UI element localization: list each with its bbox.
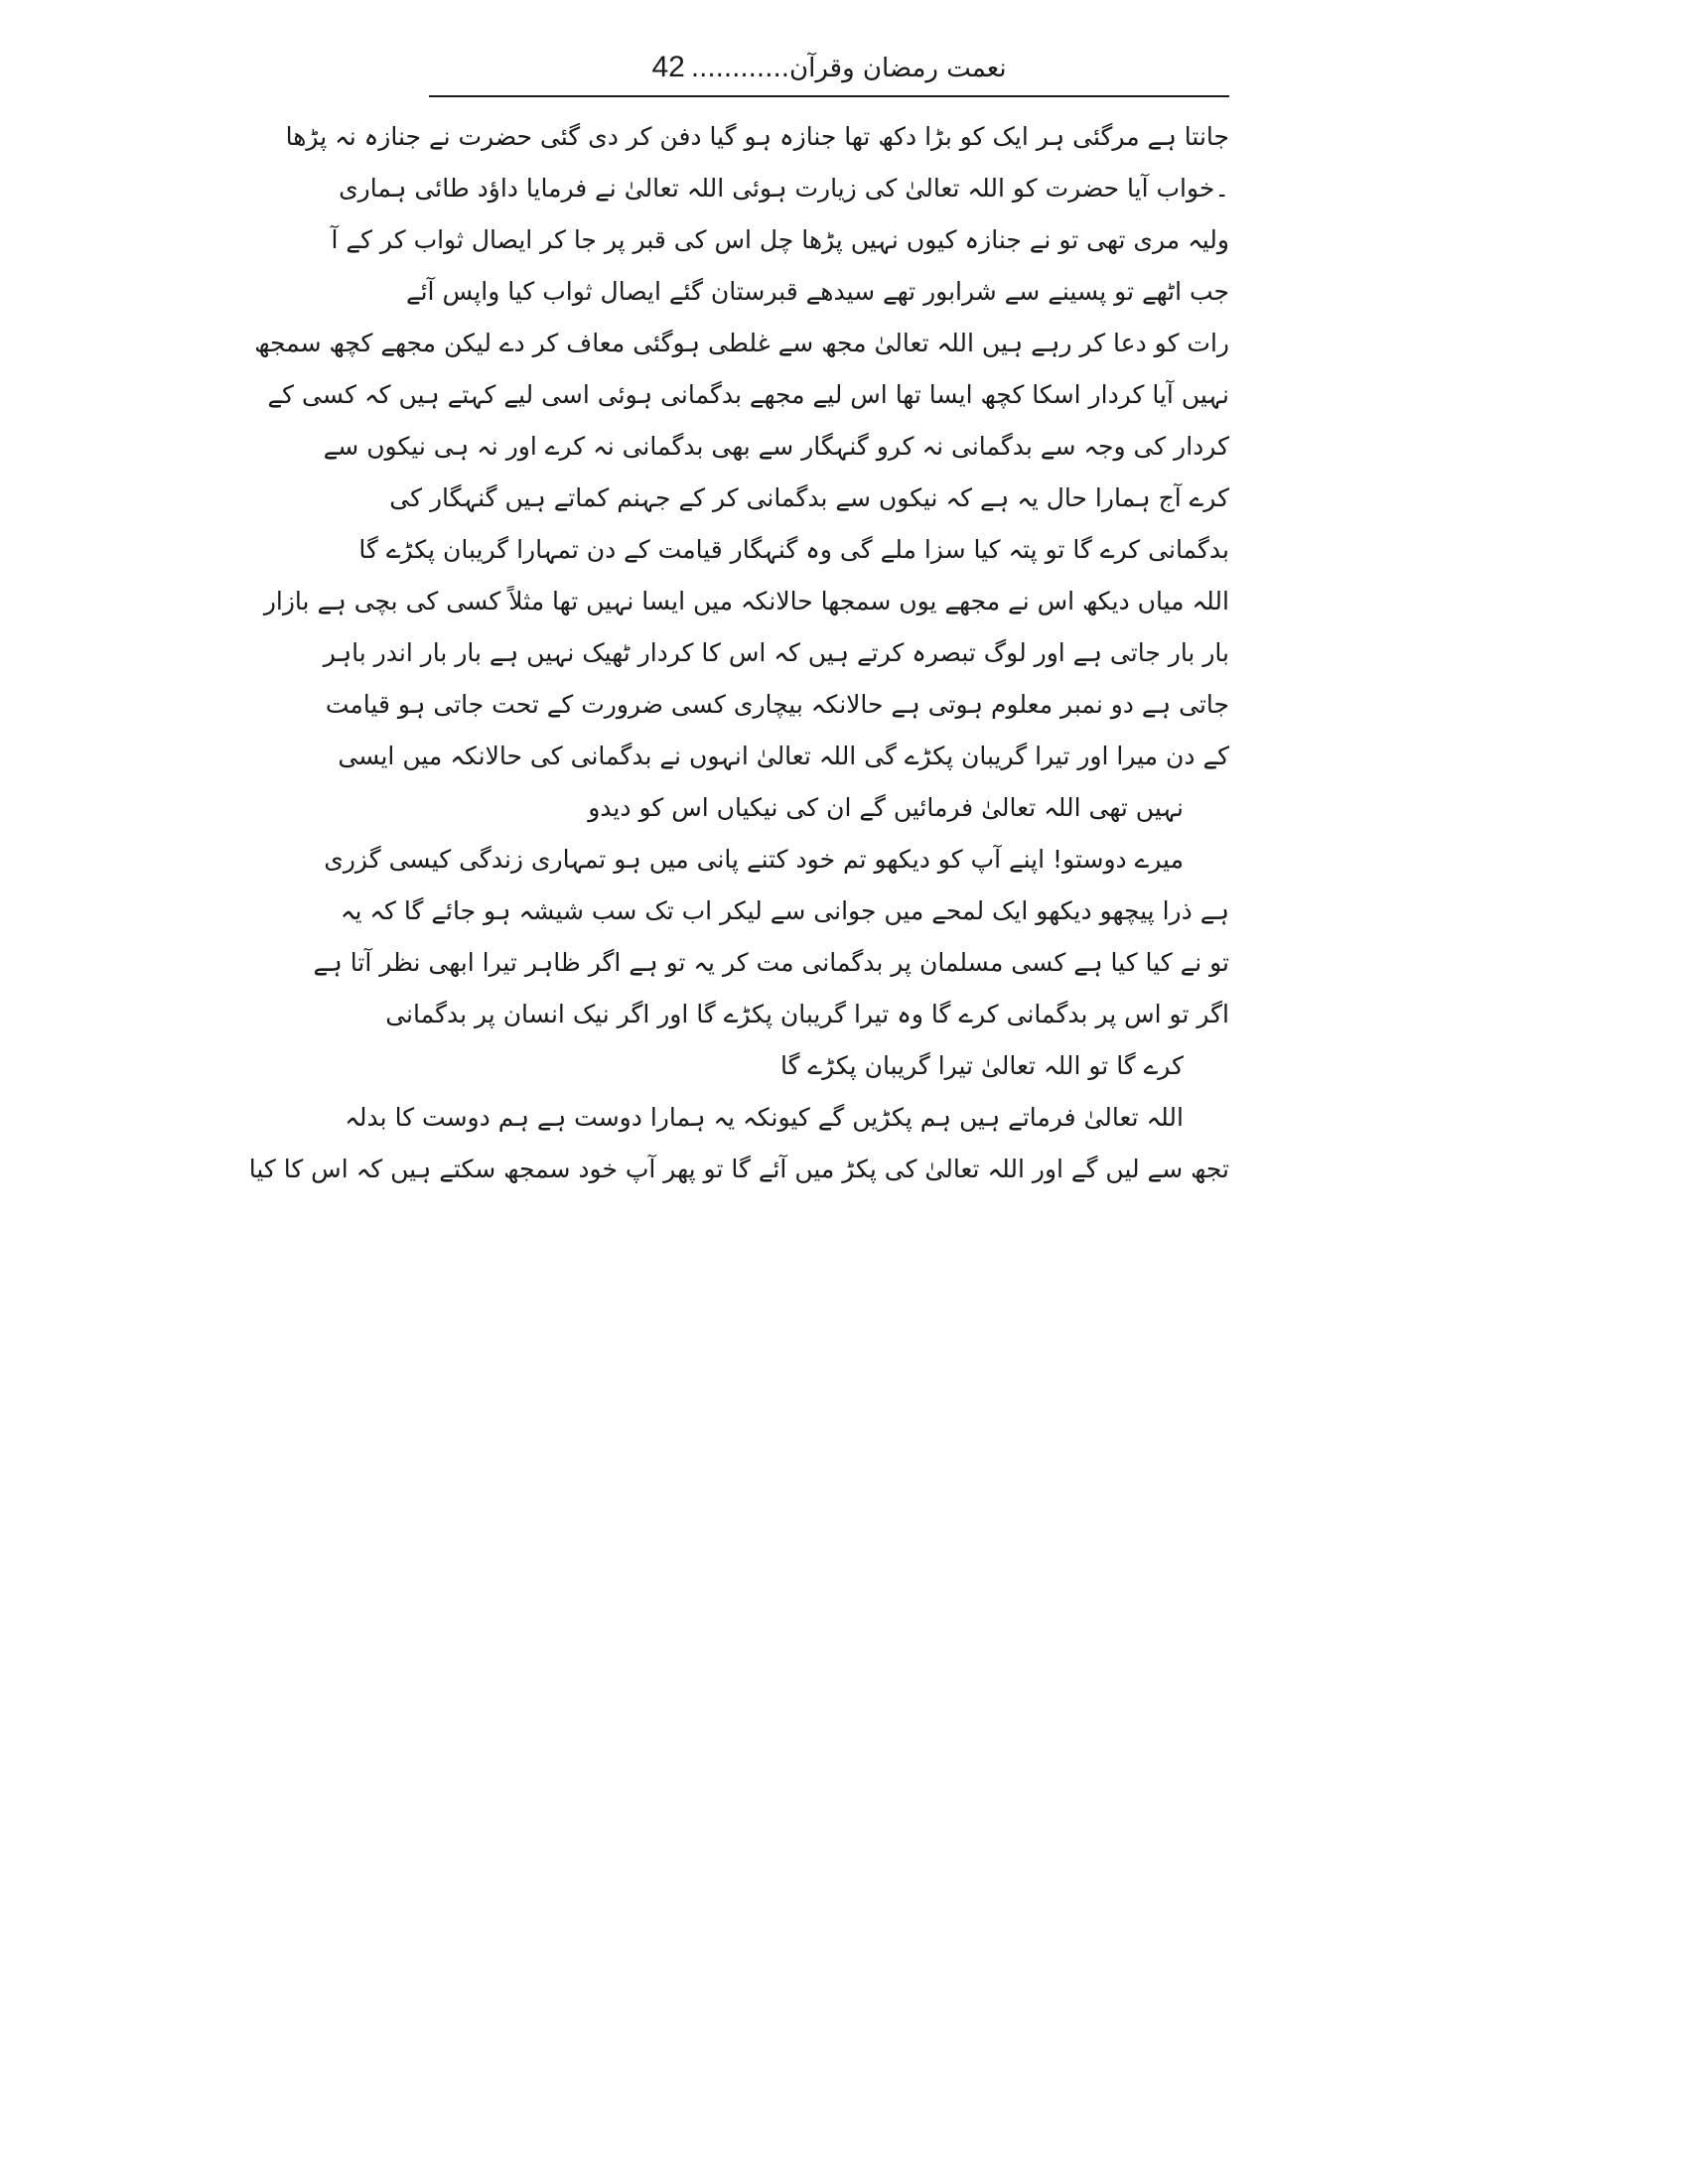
text-line: جانتا ہے مرگئی ہر ایک کو بڑا دکھ تھا جنازہ ہو گیا دفن کر دی گئی حضرت نے جنازہ نہ پڑھا [285, 122, 1229, 151]
text-line: ہے ذرا پیچھو دیکھو ایک لمحے میں جوانی سے لیکر اب تک سب شیشہ ہو جائے گا کہ یہ [340, 896, 1229, 925]
text-line: تجھ سے لیں گے اور اللہ تعالیٰ کی پکڑ میں آئے گا تو پھر آپ خود سمجھ سکتے ہیں کہ اس کا کیا [248, 1155, 1229, 1183]
text-line: نہیں آیا کردار اسکا کچھ ایسا تھا اس لیے مجھے بدگمانی ہوئی اسی لیے کہتے ہیں کہ کسی کے [267, 380, 1229, 409]
text-line: اللہ میاں دیکھ اس نے مجھے یوں سمجھا حالانکہ میں ایسا نہیں تھا مثلاً کسی کی بچی ہے بازار [263, 587, 1229, 615]
text-line: کردار کی وجہ سے بدگمانی نہ کرو گنہگار سے بھی بدگمانی نہ کرے اور نہ ہی نیکوں سے [323, 432, 1229, 461]
text-line: جب اٹھے تو پسینے سے شرابور تھے سیدھے قبرستان گئے ایصال ثواب کیا واپس آئے [405, 277, 1229, 306]
page-number: 42 [651, 51, 685, 83]
body-text [248, 111, 1229, 1195]
text-line: اگر تو اس پر بدگمانی کرے گا وہ تیرا گریبان پکڑے گا اور اگر نیک انسان پر بدگمانی [385, 1000, 1229, 1028]
text-line: کرے گا تو اللہ تعالیٰ تیرا گریبان پکڑے گا [779, 1051, 1184, 1080]
header-divider [429, 95, 1229, 97]
header-leader-dots: ............ [690, 54, 789, 83]
text-line: نہیں تھی اللہ تعالیٰ فرمائیں گے ان کی نیکیاں اس کو دیدو [588, 793, 1184, 822]
book-title: نعمت رمضان وقرآن [789, 54, 1007, 83]
text-line: ولیہ مری تھی تو نے جنازہ کیوں نہیں پڑھا چل اس کی قبر پر جا کر ایصال ثواب کر کے آ [331, 225, 1229, 254]
text-line: رات کو دعا کر رہے ہیں اللہ تعالیٰ مجھ سے غلطی ہوگئی معاف کر دے لیکن مجھے کچھ سمجھ [254, 329, 1229, 357]
text-line: ۔خواب آیا حضرت کو اللہ تعالیٰ کی زیارت ہوئی اللہ تعالیٰ نے فرمایا داؤد طائی ہماری [339, 174, 1229, 203]
text-line: تو نے کیا کیا ہے کسی مسلمان پر بدگمانی مت کر یہ تو ہے اگر ظاہر تیرا ابھی نظر آتا ہے [313, 948, 1229, 977]
text-line: بار بار جاتی ہے اور لوگ تبصرہ کرتے ہیں کہ اس کا کردار ٹھیک نہیں ہے بار بار اندر باہر [323, 638, 1229, 667]
running-header [429, 44, 1229, 91]
text-line: بدگمانی کرے گا تو پتہ کیا سزا ملے گی وہ گنہگار قیامت کے دن تمہارا گریبان پکڑے گا [358, 535, 1229, 564]
text-line: کے دن میرا اور تیرا گریبان پکڑے گی اللہ تعالیٰ انہوں نے بدگمانی کی حالانکہ میں ایسی [338, 742, 1229, 770]
text-line: جاتی ہے دو نمبر معلوم ہوتی ہے حالانکہ بیچاری کسی ضرورت کے تحت جاتی ہو قیامت [325, 690, 1229, 719]
text-line: میرے دوستو! اپنے آپ کو دیکھو تم خود کتنے پانی میں ہو تمہاری زندگی کیسی گزری [324, 845, 1184, 874]
text-line: اللہ تعالیٰ فرماتے ہیں ہم پکڑیں گے کیونکہ یہ ہمارا دوست ہے ہم دوست کا بدلہ [345, 1103, 1184, 1132]
text-line: کرے آج ہمارا حال یہ ہے کہ نیکوں سے بدگمانی کر کے جہنم کماتے ہیں گنہگار کی [389, 483, 1229, 512]
